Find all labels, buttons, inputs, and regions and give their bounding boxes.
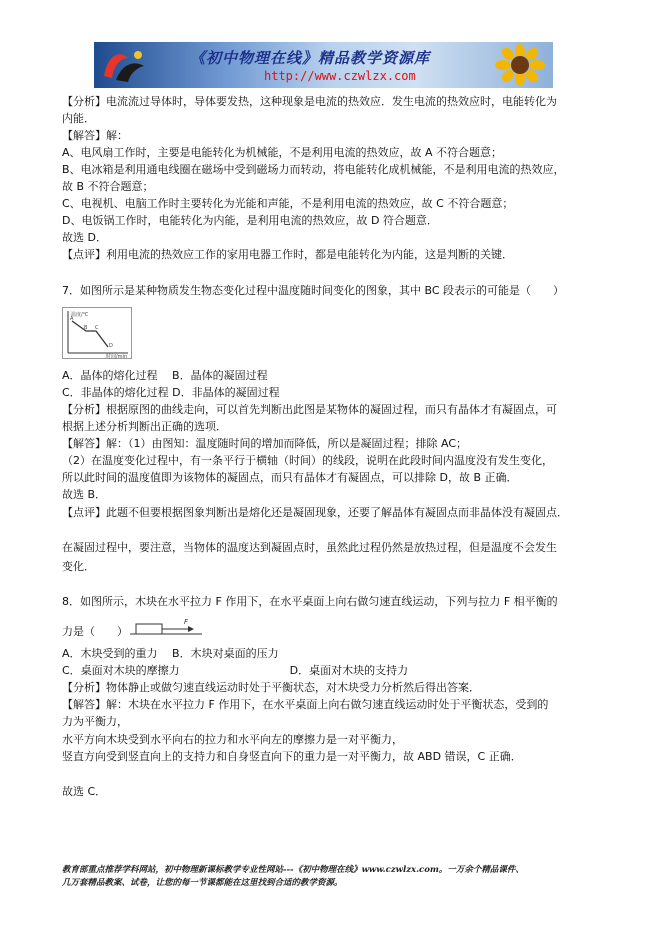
banner-url[interactable]: http://www.czwlzx.com	[264, 69, 416, 83]
graph-point-label: C	[95, 325, 99, 331]
text-line: 【分析】物体静止或做匀速直线运动时处于平衡状态，对木块受力分析然后得出答案．	[62, 681, 480, 694]
question-8: 8．如图所示，木块在水平拉力 F 作用下，在水平桌面上向右做匀速直线运动，下列与拉力 F 相平衡的	[62, 595, 558, 608]
text-line: B、电冰箱是利用通电线圈在磁场中受到磁场力而转动，将电能转化成机械能，不是利用电流的热效应，	[62, 163, 565, 176]
sunflower-icon	[491, 44, 549, 86]
graph-point-label: A	[70, 316, 74, 322]
text-line: A．木块受到的重力 B．木块对桌面的压力	[62, 647, 279, 660]
temperature-time-graph	[62, 307, 132, 359]
text-line: 故选 D．	[62, 231, 107, 244]
graph-ylabel: 温度/℃	[71, 312, 89, 318]
text-line: 【解答】解：（1）由图知：温度随时间的增加而降低，所以是凝固过程；排除 AC；	[62, 437, 468, 450]
text-line: C．非晶体的熔化过程 D．非晶体的凝固过程	[62, 386, 280, 399]
graph-point-label: B	[84, 325, 88, 331]
force-label: F	[184, 618, 189, 626]
text-line: 【解答】解：	[62, 129, 128, 142]
text-line: 在凝固过程中，要注意，当物体的温度达到凝固点时，虽然此过程仍然是放热过程，但是温度不会发生	[62, 541, 557, 554]
question-7: 7．如图所示是某种物质发生物态变化过程中温度随时间变化的图象，其中 BC 段表示的可能是（ ）	[62, 284, 565, 297]
footer-line: 教育部重点推荐学科网站，初中物理新课标教学专业性网站---《初中物理在线》www.czwlzx.com。一万余个精品课件、	[62, 865, 524, 875]
text-line: 故 B 不符合题意；	[62, 180, 154, 193]
graph-xlabel: 时间/min	[106, 354, 128, 359]
text-line: A．晶体的熔化过程 B．晶体的凝固过程	[62, 369, 268, 382]
text-line: 力是（ ）	[62, 625, 128, 638]
text-line: D、电饭锅工作时，电能转化为内能，是利用电流的热效应，故 D 符合题意．	[62, 214, 438, 227]
text-line: 所以此时间的温度值即为该物体的凝固点，而只有晶体才有凝固点，可以排除 D，故 B 正确．	[62, 471, 518, 484]
header-banner	[94, 42, 553, 88]
text-line: 【点评】此题不但要根据图象判断出是熔化还是凝固现象，还要了解晶体有凝固点而非晶体没有凝固点．	[62, 506, 568, 519]
footer-line: 几万套精品教案、试卷，让您的每一节课都能在这里找到合适的教学资源。	[62, 878, 343, 888]
text-line: 水平方向木块受到水平向右的拉力和水平向左的摩擦力是一对平衡力，	[62, 733, 403, 746]
text-line: C、电视机、电脑工作时主要转化为光能和声能，不是利用电流的热效应，故 C 不符合题意；	[62, 197, 514, 210]
logo-icon	[98, 46, 150, 84]
text-line: 【解答】解：木块在水平拉力 F 作用下，在水平桌面上向右做匀速直线运动时处于平衡状态，受到的	[62, 698, 549, 711]
text-line: 力为平衡力，	[62, 715, 128, 728]
text-line: 【分析】根据原图的曲线走向，可以首先判断出此图是某物体的凝固过程，而只有晶体才有凝固点，可	[62, 403, 557, 416]
text-line: 竖直方向受到竖直向上的支持力和自身竖直向下的重力是一对平衡力，故 ABD 错误，C 正确．	[62, 750, 522, 763]
banner-title: 《初中物理在线》精品教学资源库	[190, 49, 431, 67]
text-line: 故选 B．	[62, 488, 107, 501]
text-line: 变化．	[62, 560, 95, 573]
text-line: 内能．	[62, 112, 95, 125]
text-line: 故选 C．	[62, 785, 107, 798]
text-line: 【点评】利用电流的热效应工作的家用电器工作时，都是电能转化为内能，这是判断的关键．	[62, 248, 513, 261]
text-line: A、电风扇工作时，主要是电能转化为机械能，不是利用电流的热效应，故 A 不符合题意；	[62, 146, 503, 159]
footer	[62, 864, 602, 890]
text-line: 根据上述分析判断出正确的选项．	[62, 420, 227, 433]
text-line: （2）在温度变化过程中，有一条平行于横轴（时间）的线段，说明在此段时间内温度没有发生变化，	[62, 454, 553, 467]
block-on-table-figure	[128, 616, 204, 638]
text-line: 【分析】电流流过导体时，导体要发热，这种现象是电流的热效应．发生电流的热效应时，电能转化为	[62, 95, 557, 108]
graph-point-label: D	[109, 343, 113, 349]
text-line: C．桌面对木块的摩擦力 D．桌面对木块的支持力	[62, 664, 409, 677]
